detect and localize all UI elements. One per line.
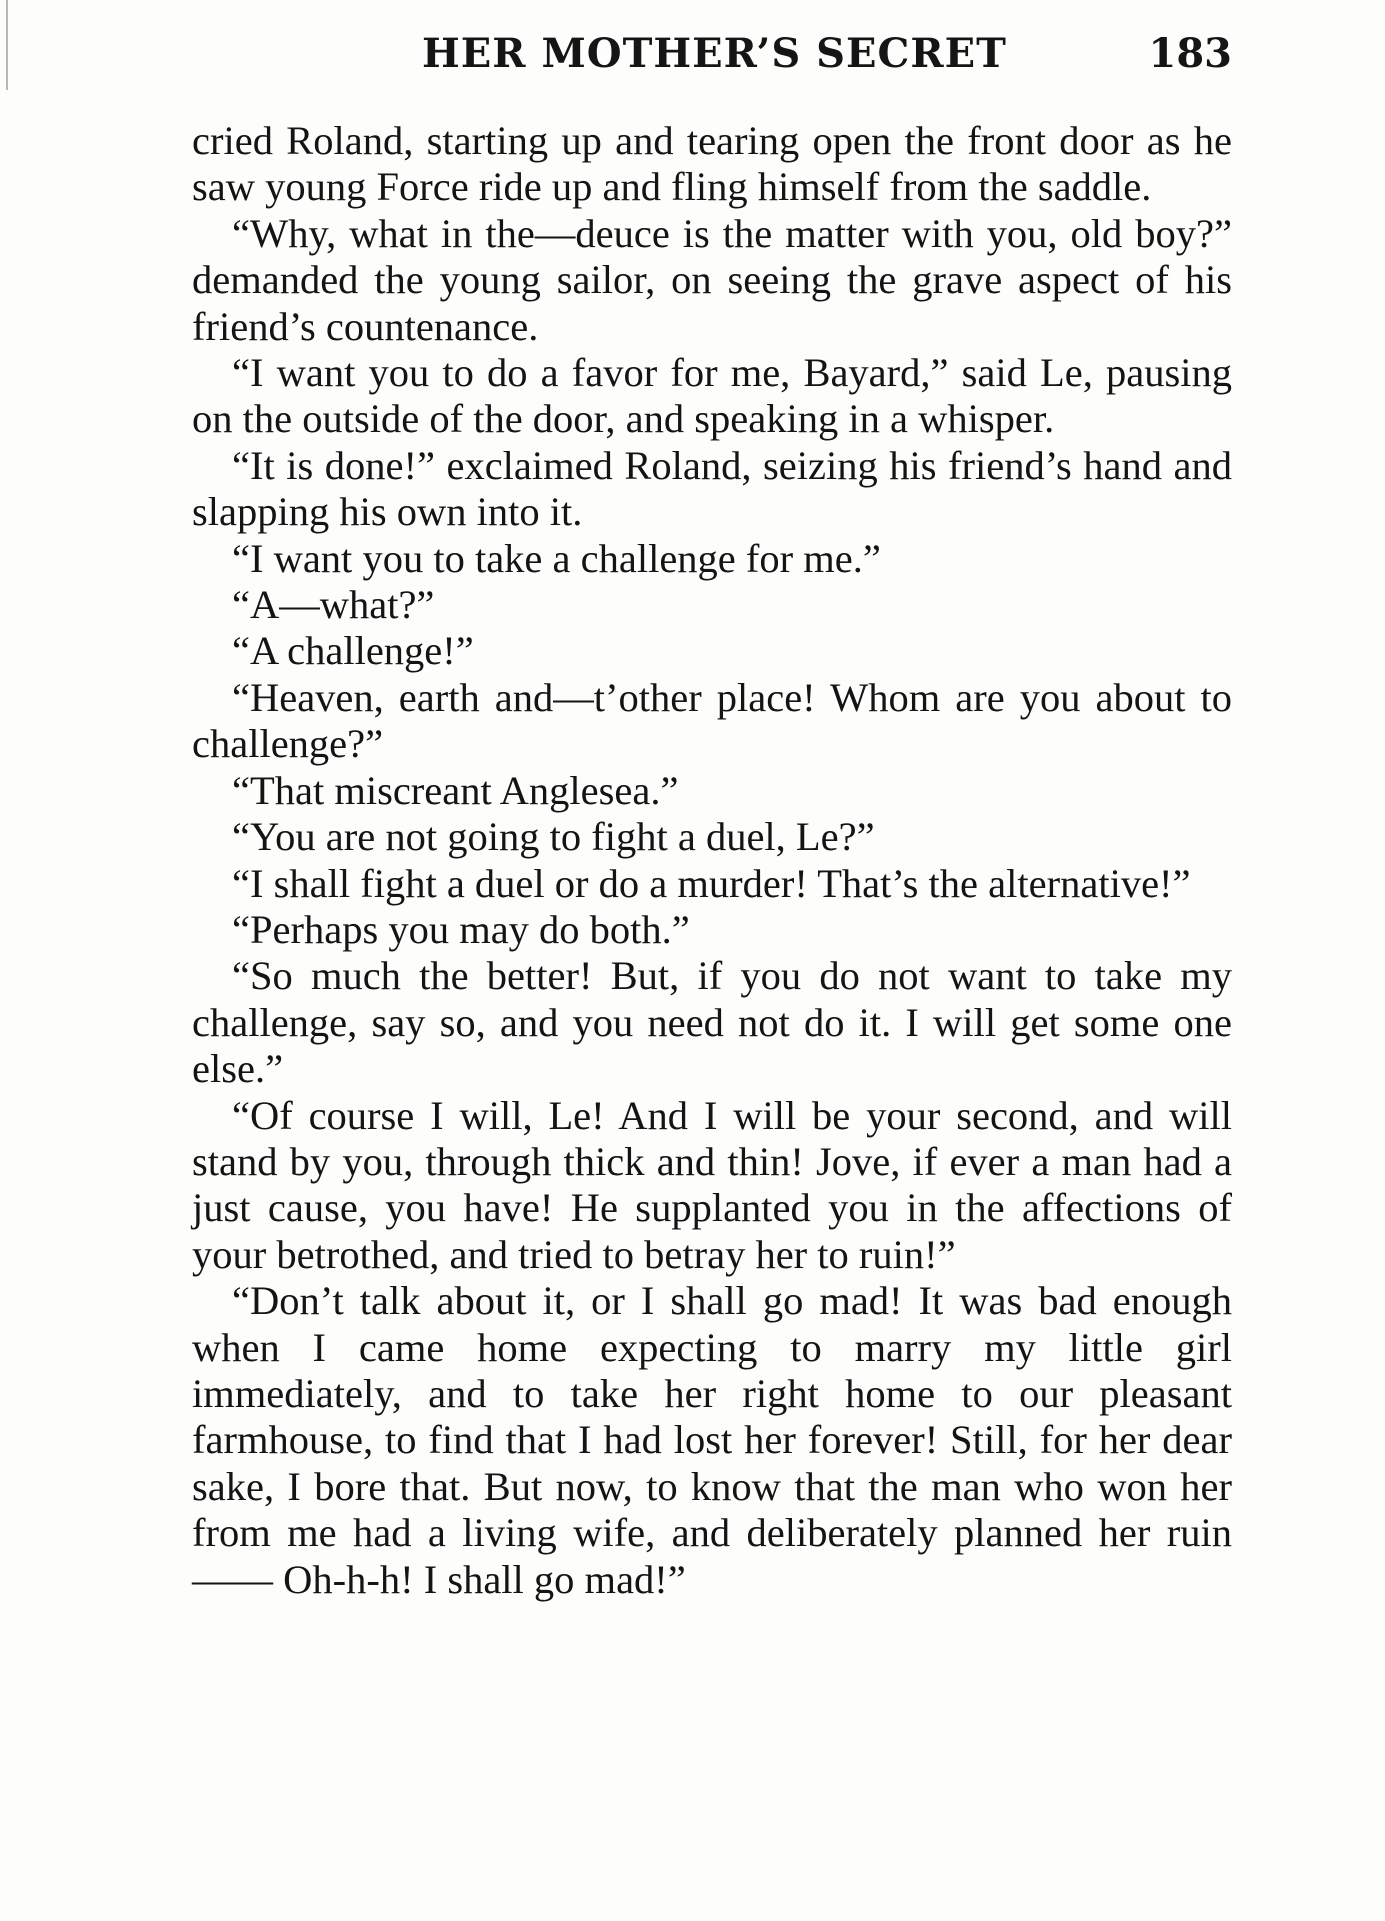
paragraph-10: “You are not going to fight a duel, Le?”: [232, 814, 875, 860]
paragraph-6: “A—what?”: [232, 582, 435, 628]
page-number: 183: [1148, 30, 1232, 77]
paragraph-2: “Why, what in the—deuce is the matter with you, old boy?” demanded the young sailor, on seeing the grave aspect of his friend’s countenance.: [192, 210, 1232, 349]
paragraph-14: “Of course I will, Le! And I will be your second, and will stand by you, through thick and thin! Jove, if ever a man had a just cause, you have! He supplanted you in the affections of your betrothed, and tried to betray her to ruin!”: [192, 1092, 1232, 1277]
paragraph-5: “I want you to take a challenge for me.”: [232, 535, 881, 581]
paragraph-9: “That miscreant Anglesea.”: [232, 767, 679, 813]
running-head: [192, 30, 1232, 90]
paragraph-7: “A challenge!”: [232, 628, 474, 674]
paragraph-3: “I want you to do a favor for me, Bayard,” said Le, pausing on the outside of the door, and speaking in a whisper.: [192, 350, 1232, 442]
paragraph-13: “So much the better! But, if you do not want to take my challenge, say so, and you need not do it. I will get some one else.”: [192, 953, 1232, 1092]
paragraph-1: cried Roland, starting up and tearing open the front door as he saw young Force ride up and fling himself from the saddle.: [192, 118, 1232, 210]
paragraph-11: “I shall fight a duel or do a murder! That’s the alternative!”: [232, 860, 1191, 906]
scan-edge-line: [6, 0, 8, 90]
paragraph-8: “Heaven, earth and—t’other place! Whom are you about to challenge?”: [192, 674, 1232, 767]
body-text: [192, 118, 1232, 1603]
paragraph-12: “Perhaps you may do both.”: [232, 906, 690, 952]
paragraph-15: “Don’t talk about it, or I shall go mad! It was bad enough when I came home expecting to marry my little girl immediately, and to take her right home to our pleasant farmhouse, to find that I had lost her forever! Still, for her dear sake, I bore that. But now, to know that the man who won her from me had a living wife, and deliberately planned her ruin—— Oh-h-h! I shall go mad!”: [192, 1278, 1232, 1602]
running-title: HER MOTHER’S SECRET: [422, 30, 1007, 77]
paragraph-4: “It is done!” exclaimed Roland, seizing his friend’s hand and slapping his own into it.: [192, 442, 1232, 535]
